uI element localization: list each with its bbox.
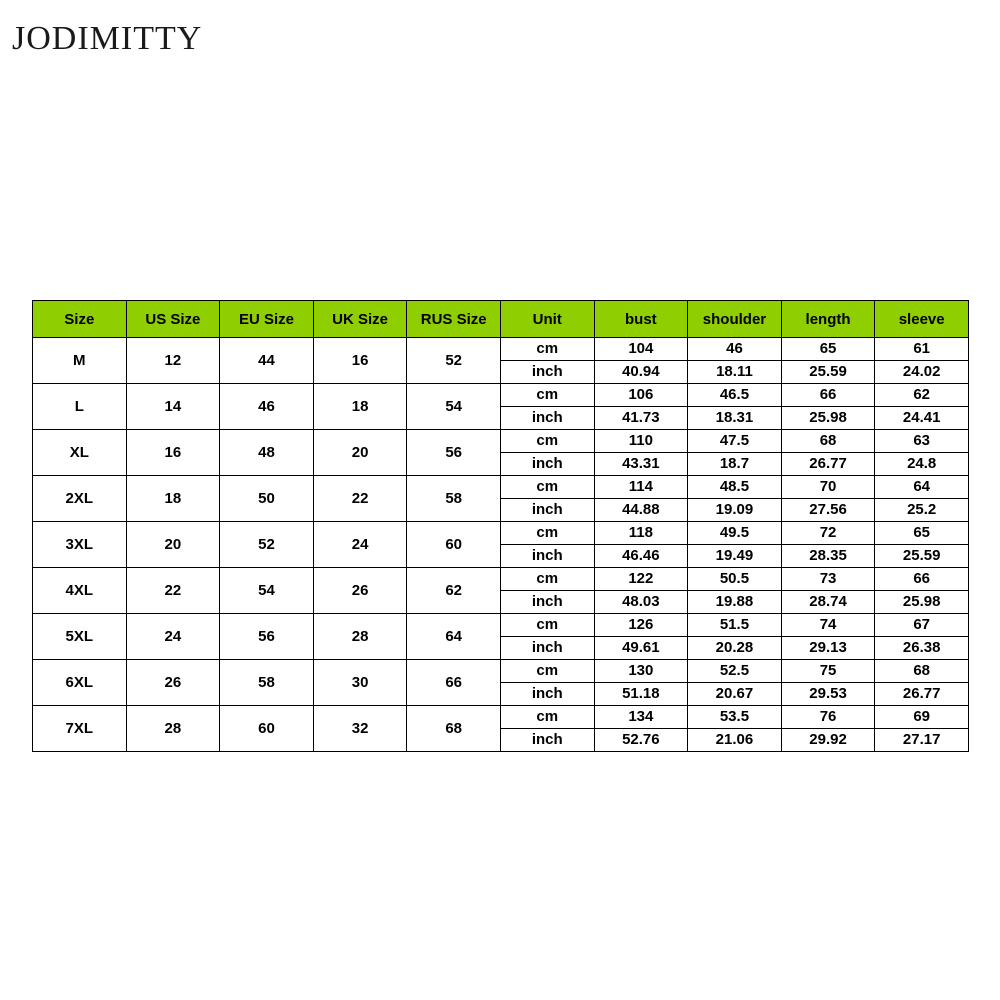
shoulder-cell: 46.5: [688, 384, 782, 407]
bust-cell: 52.76: [594, 729, 688, 752]
unit-cell: cm: [500, 338, 594, 361]
header-sleeve: sleeve: [875, 301, 969, 338]
table-row: [33, 522, 969, 545]
bust-cell: 106: [594, 384, 688, 407]
us-size-cell: 22: [126, 568, 220, 614]
rus-size-cell: 58: [407, 476, 501, 522]
table-row: [33, 430, 969, 453]
sleeve-cell: 69: [875, 706, 969, 729]
rus-size-cell: 60: [407, 522, 501, 568]
shoulder-cell: 47.5: [688, 430, 782, 453]
rus-size-cell: 56: [407, 430, 501, 476]
size-cell: XL: [33, 430, 127, 476]
sleeve-cell: 27.17: [875, 729, 969, 752]
size-cell: L: [33, 384, 127, 430]
length-cell: 76: [781, 706, 875, 729]
shoulder-cell: 46: [688, 338, 782, 361]
eu-size-cell: 46: [220, 384, 314, 430]
rus-size-cell: 66: [407, 660, 501, 706]
bust-cell: 46.46: [594, 545, 688, 568]
table-body: [33, 338, 969, 752]
us-size-cell: 16: [126, 430, 220, 476]
length-cell: 28.74: [781, 591, 875, 614]
shoulder-cell: 18.31: [688, 407, 782, 430]
eu-size-cell: 58: [220, 660, 314, 706]
unit-cell: inch: [500, 361, 594, 384]
shoulder-cell: 48.5: [688, 476, 782, 499]
eu-size-cell: 48: [220, 430, 314, 476]
header-rus-size: RUS Size: [407, 301, 501, 338]
sleeve-cell: 25.98: [875, 591, 969, 614]
length-cell: 65: [781, 338, 875, 361]
unit-cell: cm: [500, 660, 594, 683]
sleeve-cell: 68: [875, 660, 969, 683]
size-cell: M: [33, 338, 127, 384]
table-row: [33, 568, 969, 591]
table-row: [33, 660, 969, 683]
sleeve-cell: 64: [875, 476, 969, 499]
bust-cell: 40.94: [594, 361, 688, 384]
uk-size-cell: 32: [313, 706, 407, 752]
uk-size-cell: 24: [313, 522, 407, 568]
shoulder-cell: 51.5: [688, 614, 782, 637]
length-cell: 66: [781, 384, 875, 407]
sleeve-cell: 62: [875, 384, 969, 407]
table-header-row: [33, 301, 969, 338]
rus-size-cell: 62: [407, 568, 501, 614]
unit-cell: inch: [500, 407, 594, 430]
sleeve-cell: 63: [875, 430, 969, 453]
unit-cell: cm: [500, 476, 594, 499]
length-cell: 29.13: [781, 637, 875, 660]
rus-size-cell: 64: [407, 614, 501, 660]
length-cell: 29.53: [781, 683, 875, 706]
length-cell: 25.59: [781, 361, 875, 384]
uk-size-cell: 26: [313, 568, 407, 614]
header-us-size: US Size: [126, 301, 220, 338]
length-cell: 26.77: [781, 453, 875, 476]
size-cell: 7XL: [33, 706, 127, 752]
shoulder-cell: 19.49: [688, 545, 782, 568]
sleeve-cell: 65: [875, 522, 969, 545]
bust-cell: 41.73: [594, 407, 688, 430]
header-eu-size: EU Size: [220, 301, 314, 338]
bust-cell: 126: [594, 614, 688, 637]
uk-size-cell: 22: [313, 476, 407, 522]
sleeve-cell: 26.38: [875, 637, 969, 660]
header-uk-size: UK Size: [313, 301, 407, 338]
us-size-cell: 12: [126, 338, 220, 384]
uk-size-cell: 16: [313, 338, 407, 384]
unit-cell: cm: [500, 384, 594, 407]
uk-size-cell: 18: [313, 384, 407, 430]
bust-cell: 114: [594, 476, 688, 499]
bust-cell: 43.31: [594, 453, 688, 476]
shoulder-cell: 20.67: [688, 683, 782, 706]
shoulder-cell: 19.88: [688, 591, 782, 614]
length-cell: 68: [781, 430, 875, 453]
length-cell: 70: [781, 476, 875, 499]
us-size-cell: 14: [126, 384, 220, 430]
shoulder-cell: 20.28: [688, 637, 782, 660]
eu-size-cell: 60: [220, 706, 314, 752]
size-chart-table: [32, 300, 969, 752]
bust-cell: 110: [594, 430, 688, 453]
unit-cell: inch: [500, 637, 594, 660]
size-cell: 4XL: [33, 568, 127, 614]
bust-cell: 51.18: [594, 683, 688, 706]
header-bust: bust: [594, 301, 688, 338]
table-row: [33, 614, 969, 637]
eu-size-cell: 50: [220, 476, 314, 522]
shoulder-cell: 52.5: [688, 660, 782, 683]
shoulder-cell: 18.11: [688, 361, 782, 384]
header-length: length: [781, 301, 875, 338]
shoulder-cell: 50.5: [688, 568, 782, 591]
unit-cell: inch: [500, 499, 594, 522]
uk-size-cell: 28: [313, 614, 407, 660]
bust-cell: 49.61: [594, 637, 688, 660]
bust-cell: 104: [594, 338, 688, 361]
length-cell: 75: [781, 660, 875, 683]
unit-cell: inch: [500, 591, 594, 614]
unit-cell: cm: [500, 706, 594, 729]
sleeve-cell: 61: [875, 338, 969, 361]
rus-size-cell: 52: [407, 338, 501, 384]
eu-size-cell: 44: [220, 338, 314, 384]
bust-cell: 134: [594, 706, 688, 729]
bust-cell: 118: [594, 522, 688, 545]
length-cell: 29.92: [781, 729, 875, 752]
bust-cell: 44.88: [594, 499, 688, 522]
unit-cell: cm: [500, 430, 594, 453]
length-cell: 72: [781, 522, 875, 545]
shoulder-cell: 53.5: [688, 706, 782, 729]
sleeve-cell: 24.41: [875, 407, 969, 430]
sleeve-cell: 66: [875, 568, 969, 591]
header-unit: Unit: [500, 301, 594, 338]
eu-size-cell: 56: [220, 614, 314, 660]
us-size-cell: 20: [126, 522, 220, 568]
sleeve-cell: 25.2: [875, 499, 969, 522]
header-size: Size: [33, 301, 127, 338]
unit-cell: cm: [500, 614, 594, 637]
table-row: [33, 338, 969, 361]
sleeve-cell: 67: [875, 614, 969, 637]
sleeve-cell: 25.59: [875, 545, 969, 568]
header-shoulder: shoulder: [688, 301, 782, 338]
length-cell: 28.35: [781, 545, 875, 568]
shoulder-cell: 49.5: [688, 522, 782, 545]
unit-cell: inch: [500, 683, 594, 706]
uk-size-cell: 30: [313, 660, 407, 706]
us-size-cell: 26: [126, 660, 220, 706]
sleeve-cell: 26.77: [875, 683, 969, 706]
unit-cell: inch: [500, 545, 594, 568]
bust-cell: 130: [594, 660, 688, 683]
shoulder-cell: 19.09: [688, 499, 782, 522]
length-cell: 27.56: [781, 499, 875, 522]
eu-size-cell: 54: [220, 568, 314, 614]
unit-cell: inch: [500, 729, 594, 752]
us-size-cell: 28: [126, 706, 220, 752]
brand-logo-text: JODIMITTY: [12, 20, 203, 57]
uk-size-cell: 20: [313, 430, 407, 476]
rus-size-cell: 68: [407, 706, 501, 752]
length-cell: 25.98: [781, 407, 875, 430]
bust-cell: 122: [594, 568, 688, 591]
size-cell: 5XL: [33, 614, 127, 660]
unit-cell: cm: [500, 522, 594, 545]
length-cell: 74: [781, 614, 875, 637]
shoulder-cell: 18.7: [688, 453, 782, 476]
table-row: [33, 706, 969, 729]
us-size-cell: 18: [126, 476, 220, 522]
eu-size-cell: 52: [220, 522, 314, 568]
rus-size-cell: 54: [407, 384, 501, 430]
us-size-cell: 24: [126, 614, 220, 660]
size-cell: 2XL: [33, 476, 127, 522]
length-cell: 73: [781, 568, 875, 591]
sleeve-cell: 24.8: [875, 453, 969, 476]
bust-cell: 48.03: [594, 591, 688, 614]
unit-cell: inch: [500, 453, 594, 476]
table-row: [33, 384, 969, 407]
table-row: [33, 476, 969, 499]
size-cell: 3XL: [33, 522, 127, 568]
size-cell: 6XL: [33, 660, 127, 706]
shoulder-cell: 21.06: [688, 729, 782, 752]
sleeve-cell: 24.02: [875, 361, 969, 384]
unit-cell: cm: [500, 568, 594, 591]
